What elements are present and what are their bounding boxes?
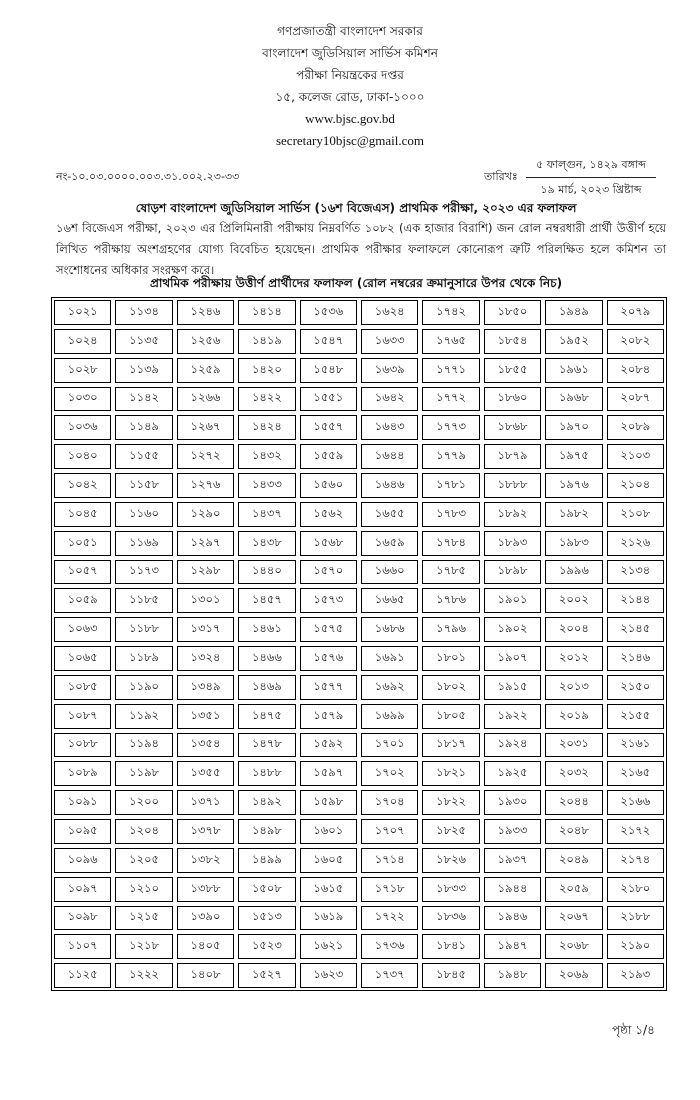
roll-number-cell: ২০৬৯ bbox=[545, 963, 602, 988]
roll-number-cell: ১২৫৬ bbox=[177, 329, 234, 354]
roll-number-cell: ১৪৩২ bbox=[238, 444, 295, 469]
government-name: গণপ্রজাতন্ত্রী বাংলাদেশ সরকার bbox=[277, 24, 423, 38]
roll-number-cell: ১৬২৪ bbox=[361, 300, 418, 325]
roll-number-cell: ১২১৮ bbox=[115, 934, 172, 959]
roll-number-cell: ১৮৪৫ bbox=[422, 963, 479, 988]
roll-number-cell: ১২৬৭ bbox=[177, 415, 234, 440]
roll-number-cell: ১৬৪৬ bbox=[361, 473, 418, 498]
roll-number-cell: ১১৩৫ bbox=[115, 329, 172, 354]
roll-number-cell: ১৮৫৪ bbox=[484, 329, 541, 354]
roll-number-cell: ১৪৮৮ bbox=[238, 761, 295, 786]
roll-number-cell: ১৭০১ bbox=[361, 733, 418, 758]
roll-number-cell: ১৪৬১ bbox=[238, 617, 295, 642]
roll-number-cell: ১৫৩৬ bbox=[300, 300, 357, 325]
roll-number-cell: ১৪১৪ bbox=[238, 300, 295, 325]
date-box bbox=[526, 156, 656, 200]
roll-number-cell: ১৫৭৫ bbox=[300, 617, 357, 642]
roll-number-cell: ১৮২১ bbox=[422, 761, 479, 786]
roll-number-cell: ১৩৯০ bbox=[177, 906, 234, 931]
roll-number-cell: ২১৮৮ bbox=[607, 906, 664, 931]
roll-number-cell: ১৯৯৬ bbox=[545, 560, 602, 585]
roll-number-cell: ১২০০ bbox=[115, 790, 172, 815]
roll-number-cell: ১৭৮৫ bbox=[422, 560, 479, 585]
roll-number-cell: ২১৭৪ bbox=[607, 848, 664, 873]
roll-number-cell: ১৮৯৩ bbox=[484, 531, 541, 556]
roll-number-cell: ১৭৯৬ bbox=[422, 617, 479, 642]
notice-title: ষোড়শ বাংলাদেশ জুডিসিয়াল সার্ভিস (১৬শ বিজেএস) প্রাথমিক পরীক্ষা, ২০২৩ এর ফলাফল bbox=[135, 201, 577, 215]
website-link[interactable]: www.bjsc.gov.bd bbox=[305, 111, 395, 126]
roll-number-cell: ২০১২ bbox=[545, 646, 602, 671]
roll-number-cell: ১৯৪৬ bbox=[484, 906, 541, 931]
roll-number-cell: ১৯৩৭ bbox=[484, 848, 541, 873]
roll-number-cell: ১২৭২ bbox=[177, 444, 234, 469]
roll-number-cell: ১২০৫ bbox=[115, 848, 172, 873]
roll-number-cell: ১৮২৫ bbox=[422, 819, 479, 844]
roll-number-cell: ১১৯২ bbox=[115, 704, 172, 729]
roll-number-cell: ২১২৬ bbox=[607, 531, 664, 556]
roll-number-cell: ১৯০১ bbox=[484, 588, 541, 613]
commission-name: বাংলাদেশ জুডিসিয়াল সার্ভিস কমিশন bbox=[262, 46, 438, 60]
roll-number-cell: ২১০৪ bbox=[607, 473, 664, 498]
roll-number-cell: ১০২৮ bbox=[54, 358, 111, 383]
roll-number-cell: ১২৫৯ bbox=[177, 358, 234, 383]
roll-number-cell: ২০৫৯ bbox=[545, 877, 602, 902]
roll-number-cell: ১৮৯৮ bbox=[484, 560, 541, 585]
roll-number-cell: ২১৪৫ bbox=[607, 617, 664, 642]
roll-number-cell: ১৯৭৬ bbox=[545, 473, 602, 498]
roll-number-cell: ১৪৬৯ bbox=[238, 675, 295, 700]
roll-number-cell: ১০৩০ bbox=[54, 387, 111, 412]
roll-number-cell: ১২০৪ bbox=[115, 819, 172, 844]
roll-number-cell: ১৭৩৬ bbox=[361, 934, 418, 959]
roll-number-cell: ১৯০৭ bbox=[484, 646, 541, 671]
roll-number-cell: ১৯৮২ bbox=[545, 502, 602, 527]
roll-number-cell: ২০৮৭ bbox=[607, 387, 664, 412]
roll-number-cell: ১৮০৫ bbox=[422, 704, 479, 729]
roll-number-cell: ১৮৬৮ bbox=[484, 415, 541, 440]
roll-number-cell: ১৫৭৯ bbox=[300, 704, 357, 729]
roll-number-cell: ১১৯৮ bbox=[115, 761, 172, 786]
roll-number-cell: ১৮৮৮ bbox=[484, 473, 541, 498]
roll-number-cell: ১০৮৭ bbox=[54, 704, 111, 729]
roll-number-cell: ২০৩২ bbox=[545, 761, 602, 786]
roll-number-cell: ১৯৪৭ bbox=[484, 934, 541, 959]
roll-number-cell: ১৭১৪ bbox=[361, 848, 418, 873]
roll-number-cell: ১৬৩৯ bbox=[361, 358, 418, 383]
date-bangla: ৫ ফাল্গুন, ১৪২৯ বঙ্গাব্দ bbox=[526, 156, 656, 178]
roll-number-cell: ১৬৪২ bbox=[361, 387, 418, 412]
roll-number-cell: ১১২৫ bbox=[54, 963, 111, 988]
roll-number-cell: ১০৪০ bbox=[54, 444, 111, 469]
roll-number-cell: ১৯৮৩ bbox=[545, 531, 602, 556]
roll-number-cell: ২১৪৪ bbox=[607, 588, 664, 613]
roll-number-cell: ১২২২ bbox=[115, 963, 172, 988]
roll-number-cell: ১১৮৯ bbox=[115, 646, 172, 671]
roll-number-cell: ১২৭৬ bbox=[177, 473, 234, 498]
roll-number-cell: ১৪০৫ bbox=[177, 934, 234, 959]
office-address: ১৫, কলেজ রোড, ঢাকা-১০০০ bbox=[275, 90, 425, 104]
roll-number-cell: ১১৫৮ bbox=[115, 473, 172, 498]
roll-number-cell: ২১৭২ bbox=[607, 819, 664, 844]
roll-number-cell: ১৯৫২ bbox=[545, 329, 602, 354]
roll-number-cell: ১৯৩০ bbox=[484, 790, 541, 815]
roll-number-cell: ১৯৩৩ bbox=[484, 819, 541, 844]
roll-number-cell: ১১৮৮ bbox=[115, 617, 172, 642]
roll-number-cell: ১৮১৭ bbox=[422, 733, 479, 758]
roll-number-cell: ১৬৬৫ bbox=[361, 588, 418, 613]
roll-number-cell: ১২৪৬ bbox=[177, 300, 234, 325]
roll-number-cell: ১৫৪৮ bbox=[300, 358, 357, 383]
results-subtitle: প্রাথমিক পরীক্ষায় উত্তীর্ণ প্রার্থীদের ফলাফল (রোল নম্বরের ক্রমানুসারে উপর থেকে নিচ) bbox=[149, 276, 563, 290]
roll-number-cell: ১৬৮৬ bbox=[361, 617, 418, 642]
roll-number-cell: ২১৪৬ bbox=[607, 646, 664, 671]
roll-number-cell: ১৮২২ bbox=[422, 790, 479, 815]
roll-number-cell: ১০৯৫ bbox=[54, 819, 111, 844]
notice-body: ১৬শ বিজেএস পরীক্ষা, ২০২৩ এর প্রিলিমিনারী পরীক্ষায় নিম্নবর্ণিত ১০৮২ (এক হাজার বিরাশি) জন রোল নম্বরধারী প্রার্থী উত্তীর্ণ হয়ে লিখিত পরীক্ষায় অংশগ্রহণের যোগ্য বিবেচিত হয়েছেন। প্রাথমিক পরীক্ষার ফলাফলে কোনোরূপ ত্রুটি পরিলক্ষিত হলে কমিশন তা সংশোধনের অধিকার সংরক্ষণ করে। bbox=[56, 221, 666, 277]
roll-number-cell: ১৬৪৩ bbox=[361, 415, 418, 440]
roll-number-cell: ১৫৭৬ bbox=[300, 646, 357, 671]
roll-number-cell: ১৪১৯ bbox=[238, 329, 295, 354]
roll-number-cell: ১৮৯২ bbox=[484, 502, 541, 527]
roll-number-cell: ১৬১৯ bbox=[300, 906, 357, 931]
roll-number-cell: ১৬৬০ bbox=[361, 560, 418, 585]
roll-number-cell: ২০৪৪ bbox=[545, 790, 602, 815]
roll-number-cell: ১৫৫৭ bbox=[300, 415, 357, 440]
roll-number-cell: ১৮৩৬ bbox=[422, 906, 479, 931]
roll-number-cell: ১১৩৯ bbox=[115, 358, 172, 383]
roll-number-cell: ১৭৮৬ bbox=[422, 588, 479, 613]
roll-number-cell: ১৩৫১ bbox=[177, 704, 234, 729]
roll-number-cell: ১৫৬২ bbox=[300, 502, 357, 527]
roll-number-cell: ১৯৪৮ bbox=[484, 963, 541, 988]
roll-number-cell: ২১৯৩ bbox=[607, 963, 664, 988]
roll-number-cell: ২০৮২ bbox=[607, 329, 664, 354]
roll-number-cell: ১৫৫১ bbox=[300, 387, 357, 412]
roll-number-cell: ১৯৬১ bbox=[545, 358, 602, 383]
roll-number-cell: ১৪২৪ bbox=[238, 415, 295, 440]
page-number: পৃষ্ঠা ১/৪ bbox=[612, 1023, 655, 1037]
roll-number-cell: ১৪৩৩ bbox=[238, 473, 295, 498]
roll-number-cell: ১১০৭ bbox=[54, 934, 111, 959]
roll-number-cell: ১৮৩৩ bbox=[422, 877, 479, 902]
roll-number-cell: ১২১৫ bbox=[115, 906, 172, 931]
roll-number-cell: ২০৬৭ bbox=[545, 906, 602, 931]
roll-number-cell: ১০৬৫ bbox=[54, 646, 111, 671]
roll-number-cell: ১৮৫০ bbox=[484, 300, 541, 325]
memo-row bbox=[56, 156, 656, 196]
roll-number-cell: ১৩৫৫ bbox=[177, 761, 234, 786]
roll-number-cell: ১৬৯২ bbox=[361, 675, 418, 700]
roll-number-cell: ১০২১ bbox=[54, 300, 111, 325]
roll-number-cell: ২১৩৪ bbox=[607, 560, 664, 585]
roll-number-cell: ১০৮৫ bbox=[54, 675, 111, 700]
roll-number-cell: ১৭০৭ bbox=[361, 819, 418, 844]
roll-number-cell: ২০৮৪ bbox=[607, 358, 664, 383]
roll-number-cell: ১৫৭৩ bbox=[300, 588, 357, 613]
roll-number-cell: ১৬২১ bbox=[300, 934, 357, 959]
roll-number-cell: ১৩৮৮ bbox=[177, 877, 234, 902]
roll-number-cell: ১৫১৩ bbox=[238, 906, 295, 931]
roll-number-cell: ১৬০৫ bbox=[300, 848, 357, 873]
roll-number-cell: ১৭৩৭ bbox=[361, 963, 418, 988]
roll-number-cell: ২০০৪ bbox=[545, 617, 602, 642]
roll-number-cell: ১১৪২ bbox=[115, 387, 172, 412]
roll-number-cell: ১২৯৮ bbox=[177, 560, 234, 585]
roll-number-cell: ১৭৭১ bbox=[422, 358, 479, 383]
roll-number-cell: ১৪৩৮ bbox=[238, 531, 295, 556]
roll-number-cell: ১৭৭৩ bbox=[422, 415, 479, 440]
roll-number-cell: ১৯১৫ bbox=[484, 675, 541, 700]
roll-number-cell: ১৪৪০ bbox=[238, 560, 295, 585]
roll-number-cell: ২১০৮ bbox=[607, 502, 664, 527]
roll-number-cell: ১৯৭৫ bbox=[545, 444, 602, 469]
roll-number-cell: ১১৯৪ bbox=[115, 733, 172, 758]
roll-number-cell: ১৮০১ bbox=[422, 646, 479, 671]
roll-number-cell: ১১৫৫ bbox=[115, 444, 172, 469]
roll-number-cell: ১৭৮১ bbox=[422, 473, 479, 498]
date-english: ১৯ মার্চ, ২০২৩ খ্রিষ্টাব্দ bbox=[540, 183, 642, 196]
roll-number-cell: ২০৩১ bbox=[545, 733, 602, 758]
roll-number-cell: ১৪২০ bbox=[238, 358, 295, 383]
roll-number-cell: ১৫৭০ bbox=[300, 560, 357, 585]
roll-number-cell: ১১৪৯ bbox=[115, 415, 172, 440]
roll-number-cell: ২১৮০ bbox=[607, 877, 664, 902]
roll-number-cell: ১৪৯৯ bbox=[238, 848, 295, 873]
roll-number-cell: ১৩৮২ bbox=[177, 848, 234, 873]
roll-number-cell: ১৭৮৪ bbox=[422, 531, 479, 556]
date-label: তারিখঃ bbox=[484, 170, 518, 183]
roll-number-cell: ২০০২ bbox=[545, 588, 602, 613]
roll-number-cell: ১২৬৬ bbox=[177, 387, 234, 412]
roll-number-cell: ১৫৫৯ bbox=[300, 444, 357, 469]
roll-number-cell: ২১৬৬ bbox=[607, 790, 664, 815]
roll-number-cell: ১১৬৯ bbox=[115, 531, 172, 556]
roll-number-cell: ১৫২৭ bbox=[238, 963, 295, 988]
roll-number-cell: ১৬১৫ bbox=[300, 877, 357, 902]
roll-number-cell: ১৮২৬ bbox=[422, 848, 479, 873]
roll-number-cell: ১৭২২ bbox=[361, 906, 418, 931]
roll-number-cell: ১০৯৬ bbox=[54, 848, 111, 873]
roll-number-cell: ২০১৩ bbox=[545, 675, 602, 700]
roll-number-cell: ১৯২৪ bbox=[484, 733, 541, 758]
email-link[interactable]: secretary10bjsc@gmail.com bbox=[275, 133, 425, 148]
roll-number-cell: ১৬৫৫ bbox=[361, 502, 418, 527]
roll-number-cell: ১৩৭৮ bbox=[177, 819, 234, 844]
roll-number-cell: ১৫৭৭ bbox=[300, 675, 357, 700]
letterhead bbox=[0, 20, 700, 152]
roll-number-cell: ১৪৯২ bbox=[238, 790, 295, 815]
roll-number-cell: ১০৯৮ bbox=[54, 906, 111, 931]
roll-number-cell: ১০৯৭ bbox=[54, 877, 111, 902]
roll-number-cell: ১৯৬৮ bbox=[545, 387, 602, 412]
roll-number-cell: ১২১০ bbox=[115, 877, 172, 902]
roll-number-cell: ১২৯৭ bbox=[177, 531, 234, 556]
roll-number-cell: ১৫৯২ bbox=[300, 733, 357, 758]
roll-number-cell: ২০১৯ bbox=[545, 704, 602, 729]
roll-number-cell: ১০৫১ bbox=[54, 531, 111, 556]
roll-number-cell: ১৫৯৭ bbox=[300, 761, 357, 786]
roll-number-cell: ১৫৯৮ bbox=[300, 790, 357, 815]
roll-number-cell: ১০৯১ bbox=[54, 790, 111, 815]
roll-number-cell: ১৫০৮ bbox=[238, 877, 295, 902]
memo-number: নং-১০.০৩.০০০০.০০৩.৩১.০০২.২৩-৩৩ bbox=[56, 170, 240, 183]
roll-number-cell: ১৩৫৪ bbox=[177, 733, 234, 758]
roll-number-cell: ১৯০২ bbox=[484, 617, 541, 642]
roll-number-cell: ১৭০৪ bbox=[361, 790, 418, 815]
roll-number-cell: ১৬৩৩ bbox=[361, 329, 418, 354]
roll-number-cell: ১৫৬৮ bbox=[300, 531, 357, 556]
roll-number-cell: ১৯৪৯ bbox=[545, 300, 602, 325]
roll-number-cell: ১০২৪ bbox=[54, 329, 111, 354]
roll-number-cell: ১৬৪৪ bbox=[361, 444, 418, 469]
roll-number-cell: ১০৮৮ bbox=[54, 733, 111, 758]
roll-number-cell: ১১৭৩ bbox=[115, 560, 172, 585]
roll-number-cell: ১৮৫৫ bbox=[484, 358, 541, 383]
roll-number-cell: ১০৫৯ bbox=[54, 588, 111, 613]
roll-number-cell: ১৪৩৭ bbox=[238, 502, 295, 527]
roll-number-cell: ২১৬৫ bbox=[607, 761, 664, 786]
roll-number-cell: ১৪৭৮ bbox=[238, 733, 295, 758]
roll-number-cell: ২১৬১ bbox=[607, 733, 664, 758]
roll-number-cell: ১০৪২ bbox=[54, 473, 111, 498]
roll-number-grid bbox=[51, 297, 667, 991]
roll-number-cell: ১০৪৫ bbox=[54, 502, 111, 527]
roll-number-cell: ১৩২৪ bbox=[177, 646, 234, 671]
roll-number-cell: ১৫৪৭ bbox=[300, 329, 357, 354]
roll-number-cell: ১১৮৫ bbox=[115, 588, 172, 613]
roll-number-cell: ১৮৭৯ bbox=[484, 444, 541, 469]
roll-number-cell: ১৮৬০ bbox=[484, 387, 541, 412]
roll-number-cell: ১৬৯৯ bbox=[361, 704, 418, 729]
roll-number-cell: ১১৯০ bbox=[115, 675, 172, 700]
roll-number-cell: ১৩৪৯ bbox=[177, 675, 234, 700]
roll-number-cell: ১৪৬৬ bbox=[238, 646, 295, 671]
roll-number-cell: ১২৯০ bbox=[177, 502, 234, 527]
roll-number-cell: ১৯৪৪ bbox=[484, 877, 541, 902]
roll-number-cell: ১৩১৭ bbox=[177, 617, 234, 642]
roll-number-cell: ১৩৭১ bbox=[177, 790, 234, 815]
roll-number-cell: ২১৫৫ bbox=[607, 704, 664, 729]
roll-number-cell: ১০৩৬ bbox=[54, 415, 111, 440]
roll-number-cell: ১৭১৮ bbox=[361, 877, 418, 902]
roll-number-cell: ১৮৪১ bbox=[422, 934, 479, 959]
roll-number-cell: ১৬৫৯ bbox=[361, 531, 418, 556]
roll-number-cell: ১৯৭০ bbox=[545, 415, 602, 440]
office-name: পরীক্ষা নিয়ন্ত্রকের দপ্তর bbox=[296, 68, 404, 82]
roll-number-cell: ১০৫৭ bbox=[54, 560, 111, 585]
roll-number-cell: ২১৫০ bbox=[607, 675, 664, 700]
roll-number-cell: ১৯২৫ bbox=[484, 761, 541, 786]
roll-number-cell: ১৭৬৫ bbox=[422, 329, 479, 354]
roll-number-cell: ১৪২২ bbox=[238, 387, 295, 412]
roll-number-cell: ১৭০২ bbox=[361, 761, 418, 786]
roll-number-cell: ১৯২২ bbox=[484, 704, 541, 729]
roll-number-cell: ১৪০৮ bbox=[177, 963, 234, 988]
roll-number-cell: ২১৯০ bbox=[607, 934, 664, 959]
roll-number-cell: ২০৭৯ bbox=[607, 300, 664, 325]
roll-number-cell: ১৬২৩ bbox=[300, 963, 357, 988]
roll-number-cell: ২০৮৯ bbox=[607, 415, 664, 440]
roll-number-cell: ২১০৩ bbox=[607, 444, 664, 469]
roll-number-cell: ১৫২৩ bbox=[238, 934, 295, 959]
roll-number-cell: ১৫৬০ bbox=[300, 473, 357, 498]
roll-number-cell: ১৭৮৩ bbox=[422, 502, 479, 527]
roll-number-cell: ২০৬৮ bbox=[545, 934, 602, 959]
roll-number-cell: ১৪৭৫ bbox=[238, 704, 295, 729]
roll-number-cell: ১১৩৪ bbox=[115, 300, 172, 325]
roll-number-cell: ১৬০১ bbox=[300, 819, 357, 844]
roll-number-cell: ১৭৭২ bbox=[422, 387, 479, 412]
roll-number-cell: ১৬৯১ bbox=[361, 646, 418, 671]
roll-number-cell: ১৮০২ bbox=[422, 675, 479, 700]
roll-number-cell: ২০৪৮ bbox=[545, 819, 602, 844]
roll-number-cell: ১৭৪২ bbox=[422, 300, 479, 325]
roll-number-cell: ২০৪৯ bbox=[545, 848, 602, 873]
roll-number-cell: ১৪৫৭ bbox=[238, 588, 295, 613]
roll-number-cell: ১৪৯৮ bbox=[238, 819, 295, 844]
roll-number-cell: ১৩০১ bbox=[177, 588, 234, 613]
roll-number-cell: ১০৬৩ bbox=[54, 617, 111, 642]
roll-number-cell: ১১৬০ bbox=[115, 502, 172, 527]
roll-number-cell: ১০৮৯ bbox=[54, 761, 111, 786]
roll-number-cell: ১৭৭৯ bbox=[422, 444, 479, 469]
